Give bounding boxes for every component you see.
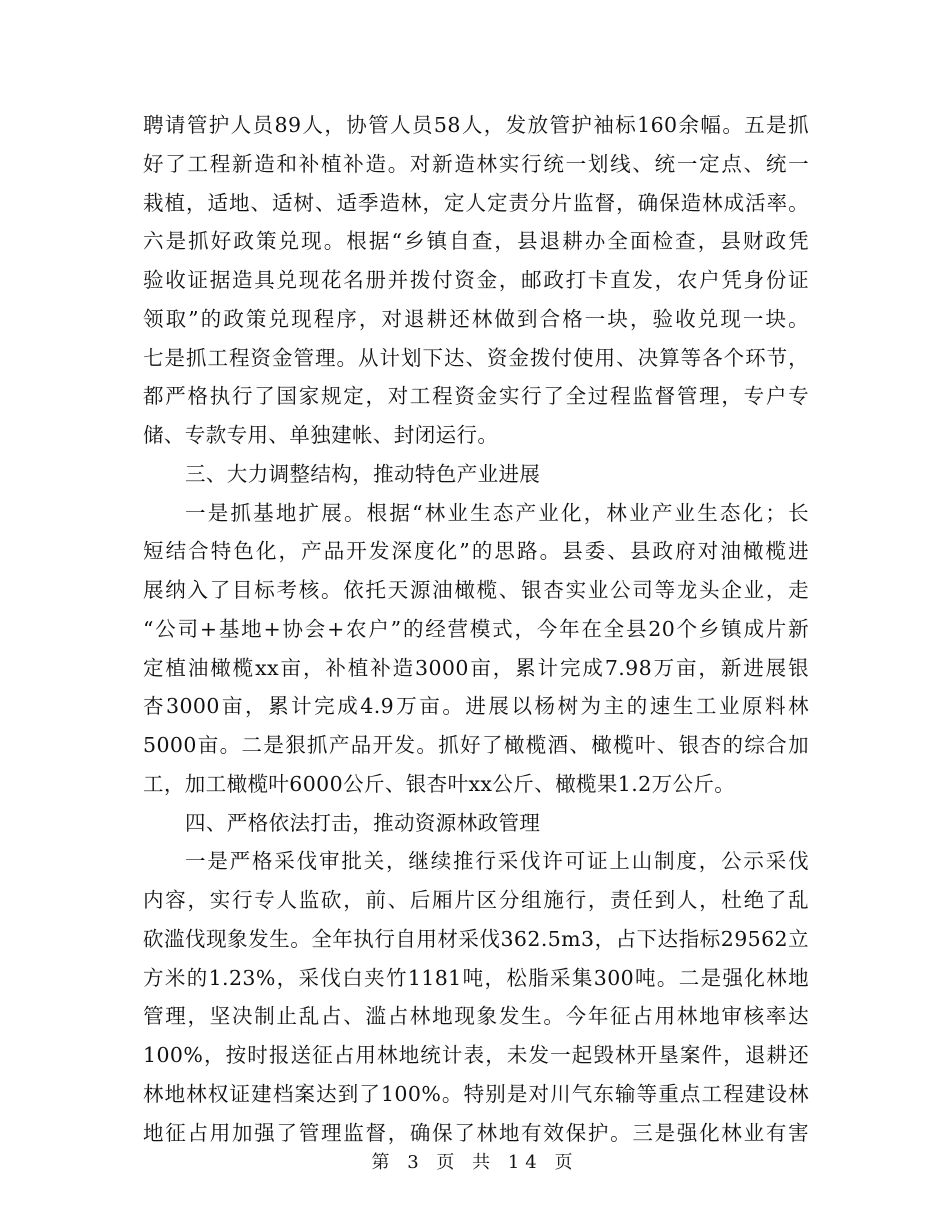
text-line: 工，加工橄榄叶6000公斤、银杏叶xx公斤、橄榄果1.2万公斤。	[143, 771, 736, 796]
text-line: 四、严格依法打击，推动资源林政管理	[185, 810, 541, 835]
page-footer: 第 3 页 共 14 页	[371, 1152, 579, 1173]
text-line: 一是严格采伐审批关，继续推行采伐许可证上山制度，公示采伐	[185, 849, 809, 874]
text-line: 一是抓基地扩展。根据“林业生态产业化，林业产业生态化；长	[185, 500, 809, 525]
text-line: 短结合特色化，产品开发深度化”的思路。县委、县政府对油橄榄进	[143, 539, 809, 564]
text-line: 内容，实行专人监砍，前、后厢片区分组施行，责任到人，杜绝了乱	[143, 888, 809, 912]
text-line: 100%，按时报送征占用林地统计表，未发一起毁林开垦案件，退耕还	[143, 1043, 809, 1067]
text-line: 定植油橄榄xx亩，补植补造3000亩，累计完成7.98万亩，新进展银	[143, 655, 809, 680]
text-line: 砍滥伐现象发生。全年执行自用材采伐362.5m3，占下达指标29562立	[143, 926, 809, 951]
text-line: 管理，坚决制止乱占、滥占林地现象发生。今年征占用林地审核率达	[143, 1004, 809, 1029]
text-line: “公司+基地+协会+农户”的经营模式，今年在全县20个乡镇成片新	[143, 616, 809, 641]
text-line: 领取”的政策兑现程序，对退耕还林做到合格一块，验收兑现一块。	[143, 306, 809, 331]
text-line: 储、专款专用、单独建帐、封闭运行。	[143, 423, 499, 447]
text-line: 好了工程新造和补植补造。对新造林实行统一划线、统一定点、统一	[143, 151, 809, 176]
text-line: 5000亩。二是狠抓产品开发。抓好了橄榄酒、橄榄叶、银杏的综合加	[143, 733, 809, 757]
document-body	[143, 106, 809, 1152]
text-line: 三、大力调整结构，推动特色产业进展	[185, 461, 541, 486]
text-line: 聘请管护人员89人，协管人员58人，发放管护袖标160余幅。五是抓	[143, 113, 809, 137]
text-line: 栽植，适地、适树、适季造林，定人定责分片监督，确保造林成活率。	[143, 190, 809, 215]
text-line: 都严格执行了国家规定，对工程资金实行了全过程监督管理，专户专	[143, 384, 809, 409]
text-line: 方米的1.23%，采伐白夹竹1181吨，松脂采集300吨。二是强化林地	[143, 965, 809, 990]
text-line: 七是抓工程资金管理。从计划下达、资金拨付使用、决算等各个环节，	[143, 345, 809, 370]
text-line: 林地林权证建档案达到了100%。特别是对川气东输等重点工程建设林	[143, 1081, 809, 1106]
text-line: 展纳入了目标考核。依托天源油橄榄、银杏实业公司等龙头企业，走	[143, 578, 809, 602]
text-line: 六是抓好政策兑现。根据“乡镇自查，县退耕办全面检查，县财政凭	[143, 229, 809, 254]
text-line: 验收证据造具兑现花名册并拨付资金，邮政打卡直发，农户凭身份证	[143, 268, 809, 292]
text-line: 地征占用加强了管理监督，确保了林地有效保护。三是强化林业有害	[143, 1120, 809, 1145]
text-line: 杏3000亩，累计完成4.9万亩。进展以杨树为主的速生工业原料林	[143, 694, 809, 719]
